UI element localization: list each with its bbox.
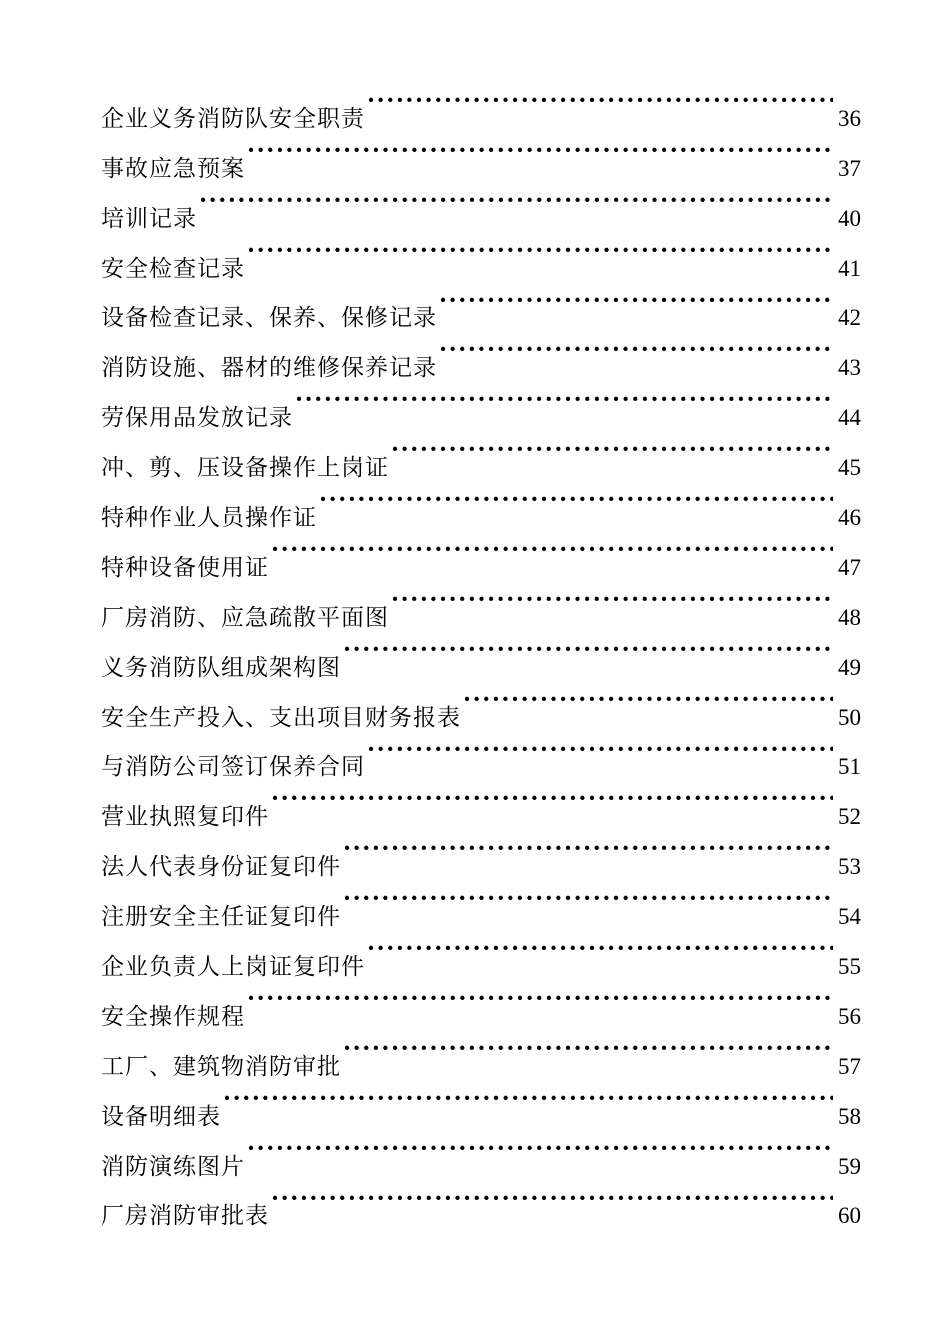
toc-entry-page: 48 — [838, 604, 861, 630]
dot-leader — [247, 226, 833, 276]
toc-entry-page: 45 — [838, 455, 861, 481]
dot-leader — [271, 1174, 833, 1224]
toc-entry-title: 消防演练图片 — [101, 1153, 245, 1180]
toc-entry[interactable] — [101, 226, 861, 282]
table-of-contents — [101, 76, 861, 1230]
toc-entry-page: 46 — [838, 505, 861, 531]
toc-entry-title: 特种设备使用证 — [101, 554, 269, 581]
toc-entry-title: 厂房消防审批表 — [101, 1203, 269, 1230]
toc-entry-title: 与消防公司签订保养合同 — [101, 754, 365, 781]
toc-entry-page: 53 — [838, 854, 861, 880]
toc-entry-title: 法人代表身份证复印件 — [101, 854, 341, 881]
dot-leader — [247, 126, 833, 176]
toc-entry-page: 54 — [838, 904, 861, 930]
toc-entry-page: 41 — [838, 255, 861, 281]
toc-entry-page: 43 — [838, 355, 861, 381]
toc-entry-page: 50 — [838, 704, 861, 730]
toc-entry-page: 56 — [838, 1003, 861, 1029]
toc-entry-page: 42 — [838, 305, 861, 331]
toc-entry-title: 培训记录 — [101, 205, 197, 232]
toc-entry-page: 37 — [838, 155, 861, 181]
dot-leader — [199, 176, 833, 226]
toc-entry-title: 厂房消防、应急疏散平面图 — [101, 604, 389, 631]
toc-entry-page: 55 — [838, 954, 861, 980]
toc-entry-page: 40 — [838, 205, 861, 231]
dot-leader — [271, 525, 833, 575]
dot-leader — [247, 974, 833, 1024]
toc-entry-title: 安全生产投入、支出项目财务报表 — [101, 704, 461, 731]
dot-leader — [439, 325, 833, 375]
toc-entry-title: 安全操作规程 — [101, 1003, 245, 1030]
toc-entry-page: 49 — [838, 654, 861, 680]
dot-leader — [391, 425, 833, 475]
dot-leader — [343, 1024, 833, 1074]
dot-leader — [367, 76, 833, 126]
toc-entry-title: 安全检查记录 — [101, 255, 245, 282]
toc-entry-page: 57 — [838, 1053, 861, 1079]
dot-leader — [223, 1074, 833, 1124]
toc-entry-title: 冲、剪、压设备操作上岗证 — [101, 455, 389, 482]
toc-entry-page: 60 — [838, 1203, 861, 1229]
toc-entry-page: 51 — [838, 754, 861, 780]
toc-entry-page: 36 — [838, 105, 861, 131]
toc-entry-page: 47 — [838, 554, 861, 580]
toc-entry-title: 消防设施、器材的维修保养记录 — [101, 355, 437, 382]
toc-entry-title: 事故应急预案 — [101, 155, 245, 182]
toc-entry-title: 企业负责人上岗证复印件 — [101, 954, 365, 981]
dot-leader — [295, 375, 833, 425]
toc-entry[interactable] — [101, 76, 861, 132]
dot-leader — [319, 475, 833, 525]
dot-leader — [391, 575, 833, 625]
toc-entry-page: 44 — [838, 405, 861, 431]
dot-leader — [343, 874, 833, 924]
dot-leader — [247, 1124, 833, 1174]
dot-leader — [439, 276, 833, 326]
toc-entry-title: 营业执照复印件 — [101, 804, 269, 831]
toc-entry-title: 特种作业人员操作证 — [101, 505, 317, 532]
toc-entry-title: 注册安全主任证复印件 — [101, 904, 341, 931]
dot-leader — [463, 675, 833, 725]
toc-entry-page: 59 — [838, 1153, 861, 1179]
dot-leader — [343, 625, 833, 675]
toc-entry[interactable] — [101, 176, 861, 232]
toc-entry-title: 企业义务消防队安全职责 — [101, 105, 365, 132]
toc-entry-title: 设备检查记录、保养、保修记录 — [101, 305, 437, 332]
toc-entry-page: 58 — [838, 1103, 861, 1129]
dot-leader — [367, 924, 833, 974]
toc-entry-title: 设备明细表 — [101, 1103, 221, 1130]
toc-entry-title: 工厂、建筑物消防审批 — [101, 1053, 341, 1080]
dot-leader — [367, 725, 833, 775]
toc-entry-page: 52 — [838, 804, 861, 830]
toc-entry-title: 劳保用品发放记录 — [101, 405, 293, 432]
dot-leader — [271, 774, 833, 824]
toc-entry-title: 义务消防队组成架构图 — [101, 654, 341, 681]
dot-leader — [343, 824, 833, 874]
